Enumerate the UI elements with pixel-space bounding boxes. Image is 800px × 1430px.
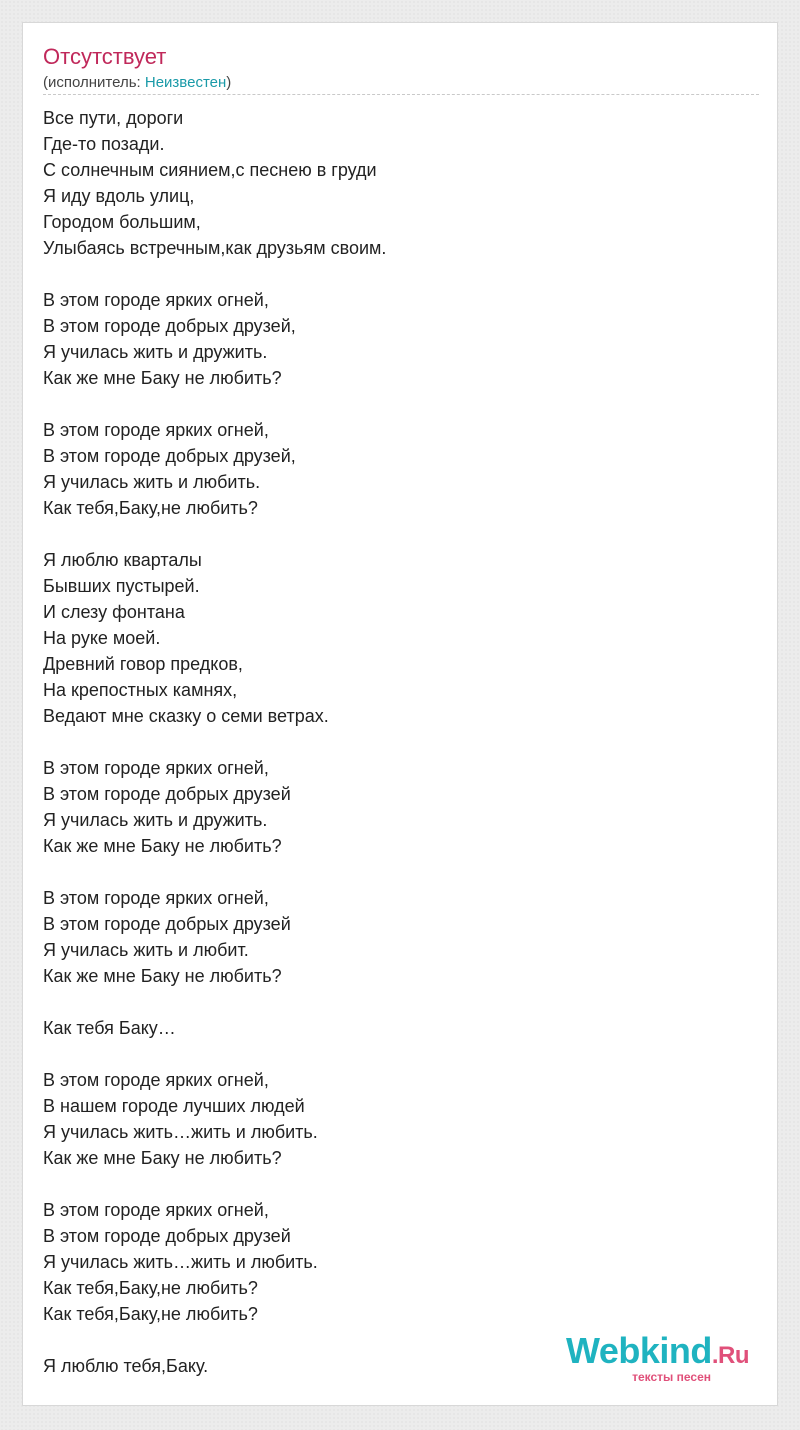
lyric-line: С солнечным сиянием,с песнею в груди bbox=[43, 160, 377, 180]
lyric-line: Как тебя Баку… bbox=[43, 1018, 176, 1038]
stanza-gap bbox=[43, 729, 743, 755]
lyric-line: В этом городе добрых друзей bbox=[43, 784, 291, 804]
lyric-line: Как тебя,Баку,не любить? bbox=[43, 1304, 258, 1324]
lyric-line: Ведают мне сказку о семи ветрах. bbox=[43, 706, 329, 726]
stanza-gap bbox=[43, 859, 743, 885]
lyric-line: Где-то позади. bbox=[43, 134, 165, 154]
lyric-line: В этом городе добрых друзей, bbox=[43, 446, 296, 466]
lyric-line: В этом городе ярких огней, bbox=[43, 290, 269, 310]
lyric-line: Городом большим, bbox=[43, 212, 201, 232]
lyric-line: Я училась жить и дружить. bbox=[43, 342, 268, 362]
lyric-line: Как же мне Баку не любить? bbox=[43, 836, 282, 856]
lyric-line: Я иду вдоль улиц, bbox=[43, 186, 195, 206]
lyric-line: Я училась жить…жить и любить. bbox=[43, 1252, 318, 1272]
lyric-line: Я училась жить и дружить. bbox=[43, 810, 268, 830]
lyric-line: В этом городе ярких огней, bbox=[43, 1070, 269, 1090]
artist-suffix: ) bbox=[226, 74, 232, 91]
site-logo[interactable] bbox=[566, 1332, 749, 1383]
lyric-line: Улыбаясь встречным,как друзьям своим. bbox=[43, 238, 387, 258]
stanza-gap bbox=[43, 261, 743, 287]
lyric-line: Бывших пустырей. bbox=[43, 576, 200, 596]
lyric-line: Как же мне Баку не любить? bbox=[43, 1148, 282, 1168]
stanza-gap bbox=[43, 1171, 743, 1197]
lyric-line: Древний говор предков, bbox=[43, 654, 243, 674]
stanza-gap bbox=[43, 1041, 743, 1067]
lyrics-card bbox=[22, 22, 778, 1406]
lyric-line: Как тебя,Баку,не любить? bbox=[43, 498, 258, 518]
lyric-line: Я училась жить и любит. bbox=[43, 940, 249, 960]
lyric-line: В этом городе ярких огней, bbox=[43, 1200, 269, 1220]
lyric-line: В этом городе добрых друзей bbox=[43, 1226, 291, 1246]
lyric-line: Как же мне Баку не любить? bbox=[43, 368, 282, 388]
stanza-gap bbox=[43, 521, 743, 547]
lyric-line: В этом городе ярких огней, bbox=[43, 758, 269, 778]
lyric-line: В этом городе ярких огней, bbox=[43, 420, 269, 440]
lyric-line: В этом городе ярких огней, bbox=[43, 888, 269, 908]
lyric-line: Я училась жить и любить. bbox=[43, 472, 261, 492]
lyric-line: Все пути, дороги bbox=[43, 108, 184, 128]
stanza-gap bbox=[43, 391, 743, 417]
lyric-line: Как тебя,Баку,не любить? bbox=[43, 1278, 258, 1298]
lyric-line: На руке моей. bbox=[43, 628, 161, 648]
lyrics-text bbox=[43, 105, 743, 1379]
lyric-line: И слезу фонтана bbox=[43, 602, 185, 622]
logo-wordmark bbox=[566, 1332, 749, 1375]
lyric-line: На крепостных камнях, bbox=[43, 680, 238, 700]
lyric-line: Я люблю кварталы bbox=[43, 550, 202, 570]
lyric-line: Я училась жить…жить и любить. bbox=[43, 1122, 318, 1142]
lyric-line: В нашем городе лучших людей bbox=[43, 1096, 305, 1116]
lyric-line: Как же мне Баку не любить? bbox=[43, 966, 282, 986]
lyric-line: Я люблю тебя,Баку. bbox=[43, 1356, 209, 1376]
song-title: Отсутствует bbox=[43, 44, 167, 69]
artist-prefix: (исполнитель: bbox=[43, 74, 145, 91]
artist-line bbox=[43, 74, 231, 92]
lyric-line: В этом городе добрых друзей, bbox=[43, 316, 296, 336]
logo-tld: .Ru bbox=[711, 1342, 749, 1369]
stanza-gap bbox=[43, 989, 743, 1015]
logo-name: Webkind bbox=[565, 1330, 712, 1371]
dashed-divider bbox=[43, 94, 759, 95]
artist-link[interactable]: Неизвестен bbox=[144, 74, 227, 91]
lyric-line: В этом городе добрых друзей bbox=[43, 914, 291, 934]
logo-tagline: тексты песен bbox=[632, 1370, 711, 1384]
